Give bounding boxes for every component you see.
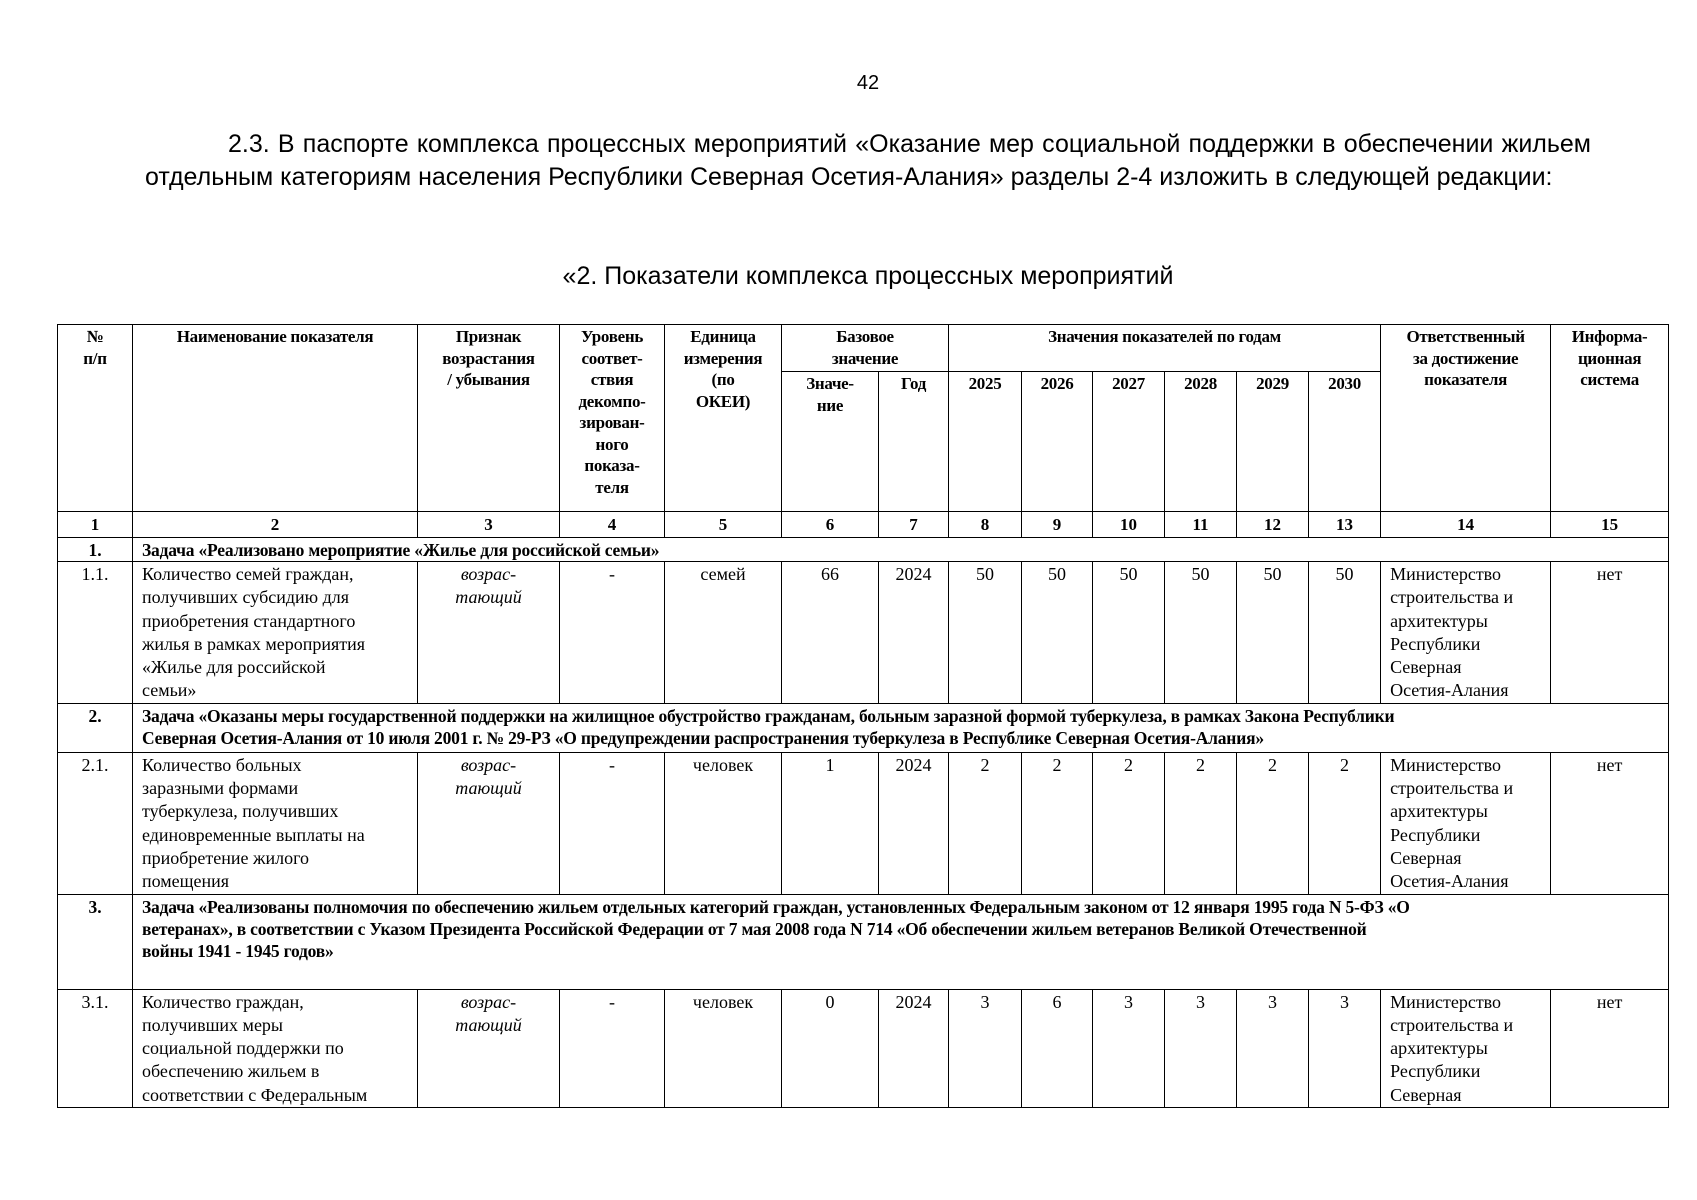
- header-level: Уровень соответ- ствия декомпо- зирован- ного показа- теля: [560, 325, 665, 512]
- indicators-table: [57, 324, 1669, 1108]
- indicator-unit: семей: [665, 562, 782, 704]
- section-title: «2. Показатели комплекса процессных мероприятий: [562, 262, 1174, 290]
- header-responsible: Ответственный за достижение показателя: [1381, 325, 1551, 512]
- header-year: 2027: [1093, 372, 1165, 512]
- indicator-year-value: 3: [949, 989, 1022, 1107]
- header-base: Базовое значение: [782, 325, 949, 372]
- indicator-year-value: 50: [1093, 562, 1165, 704]
- indicator-responsible: Министерство строительства и архитектуры Республики Северная Осетия-Алания: [1381, 752, 1551, 894]
- column-number: 10: [1093, 512, 1165, 538]
- indicator-year-value: 2: [949, 752, 1022, 894]
- header-year: 2029: [1237, 372, 1309, 512]
- header-year: 2026: [1022, 372, 1093, 512]
- indicator-unit: человек: [665, 989, 782, 1107]
- indicator-year-value: 2: [1022, 752, 1093, 894]
- header-row: [58, 325, 1669, 372]
- header-info-system: Информа- ционная система: [1551, 325, 1669, 512]
- column-number: 1: [58, 512, 133, 538]
- indicator-year-value: 50: [1309, 562, 1381, 704]
- column-number: 12: [1237, 512, 1309, 538]
- table-row: [58, 562, 1669, 704]
- column-number: 15: [1551, 512, 1669, 538]
- task-title: Задача «Реализовано мероприятие «Жилье для российской семьи»: [133, 538, 1669, 562]
- column-number: 5: [665, 512, 782, 538]
- indicator-trend: возрас- тающий: [418, 562, 560, 704]
- column-number: 9: [1022, 512, 1093, 538]
- header-year: 2025: [949, 372, 1022, 512]
- header-trend: Признак возрастания / убывания: [418, 325, 560, 512]
- column-number: 6: [782, 512, 879, 538]
- indicator-year-value: 3: [1093, 989, 1165, 1107]
- indicator-year-value: 3: [1165, 989, 1237, 1107]
- header-year: 2030: [1309, 372, 1381, 512]
- indicator-info-system: нет: [1551, 752, 1669, 894]
- intro-paragraph: 2.3. В паспорте комплекса процессных мероприятий «Оказание мер социальной поддержки в обеспечении жильем отдельным категориям населения Республики Северная Осетия-Алания» разделы 2-4 изложить в следующей редакции:: [145, 130, 1591, 191]
- column-number: 14: [1381, 512, 1551, 538]
- header-year: 2028: [1165, 372, 1237, 512]
- task-number: 3.: [58, 894, 133, 989]
- task-title: Задача «Оказаны меры государственной поддержки на жилищное обустройство гражданам, больным заразной формой туберкулеза, в рамках Закона Республики Северная Осетия-Алания от 10 июля 2001 г. № 29-РЗ «О предупреждении распространения туберкулеза в Республике Северная Осетия-Алания»: [133, 703, 1669, 752]
- indicator-year-value: 50: [1022, 562, 1093, 704]
- indicator-base-year: 2024: [879, 989, 949, 1107]
- indicator-trend: возрас- тающий: [418, 989, 560, 1107]
- column-number: 7: [879, 512, 949, 538]
- indicator-name: Количество семей граждан, получивших субсидию для приобретения стандартного жилья в рамках мероприятия «Жилье для российской семьи»: [133, 562, 418, 704]
- indicator-year-value: 2: [1309, 752, 1381, 894]
- task-row: [58, 894, 1669, 989]
- indicator-level: -: [560, 562, 665, 704]
- indicator-base-value: 66: [782, 562, 879, 704]
- indicator-base-year: 2024: [879, 562, 949, 704]
- indicator-info-system: нет: [1551, 562, 1669, 704]
- indicator-year-value: 50: [949, 562, 1022, 704]
- indicator-year-value: 3: [1309, 989, 1381, 1107]
- indicator-year-value: 50: [1237, 562, 1309, 704]
- header-num: № п/п: [58, 325, 133, 512]
- indicator-base-value: 0: [782, 989, 879, 1107]
- indicator-responsible: Министерство строительства и архитектуры Республики Северная: [1381, 989, 1551, 1107]
- header-base-value: Значе- ние: [782, 372, 879, 512]
- header-base-year: Год: [879, 372, 949, 512]
- column-numbers-row: [58, 512, 1669, 538]
- column-number: 13: [1309, 512, 1381, 538]
- indicator-name: Количество больных заразными формами туберкулеза, получивших единовременные выплаты на приобретение жилого помещения: [133, 752, 418, 894]
- column-number: 3: [418, 512, 560, 538]
- indicator-trend: возрас- тающий: [418, 752, 560, 894]
- indicator-year-value: 2: [1165, 752, 1237, 894]
- indicator-level: -: [560, 752, 665, 894]
- indicator-number: 2.1.: [58, 752, 133, 894]
- table-row: [58, 752, 1669, 894]
- header-name: Наименование показателя: [133, 325, 418, 512]
- task-title: Задача «Реализованы полномочия по обеспечению жильем отдельных категорий граждан, установленных Федеральным законом от 12 января 1995 года N 5-ФЗ «О ветеранах», в соответствии с Указом Президента Российской Федерации от 7 мая 2008 года N 714 «Об обеспечении жильем ветеранов Великой Отечественной войны 1941 - 1945 годов»: [133, 894, 1669, 989]
- indicator-year-value: 2: [1093, 752, 1165, 894]
- indicator-year-value: 6: [1022, 989, 1093, 1107]
- indicator-number: 1.1.: [58, 562, 133, 704]
- indicator-unit: человек: [665, 752, 782, 894]
- column-number: 4: [560, 512, 665, 538]
- column-number: 8: [949, 512, 1022, 538]
- indicator-name: Количество граждан, получивших меры социальной поддержки по обеспечению жильем в соответствии с Федеральным: [133, 989, 418, 1107]
- header-unit: Единица измерения (по ОКЕИ): [665, 325, 782, 512]
- header-years-group: Значения показателей по годам: [949, 325, 1381, 372]
- indicator-year-value: 50: [1165, 562, 1237, 704]
- page-number: 42: [856, 72, 880, 94]
- indicator-year-value: 3: [1237, 989, 1309, 1107]
- indicator-level: -: [560, 989, 665, 1107]
- task-row: [58, 538, 1669, 562]
- task-number: 2.: [58, 703, 133, 752]
- column-number: 2: [133, 512, 418, 538]
- table-row: [58, 989, 1669, 1107]
- indicator-base-value: 1: [782, 752, 879, 894]
- indicator-info-system: нет: [1551, 989, 1669, 1107]
- indicator-year-value: 2: [1237, 752, 1309, 894]
- task-row: [58, 703, 1669, 752]
- column-number: 11: [1165, 512, 1237, 538]
- task-number: 1.: [58, 538, 133, 562]
- indicator-responsible: Министерство строительства и архитектуры Республики Северная Осетия-Алания: [1381, 562, 1551, 704]
- indicator-number: 3.1.: [58, 989, 133, 1107]
- indicator-base-year: 2024: [879, 752, 949, 894]
